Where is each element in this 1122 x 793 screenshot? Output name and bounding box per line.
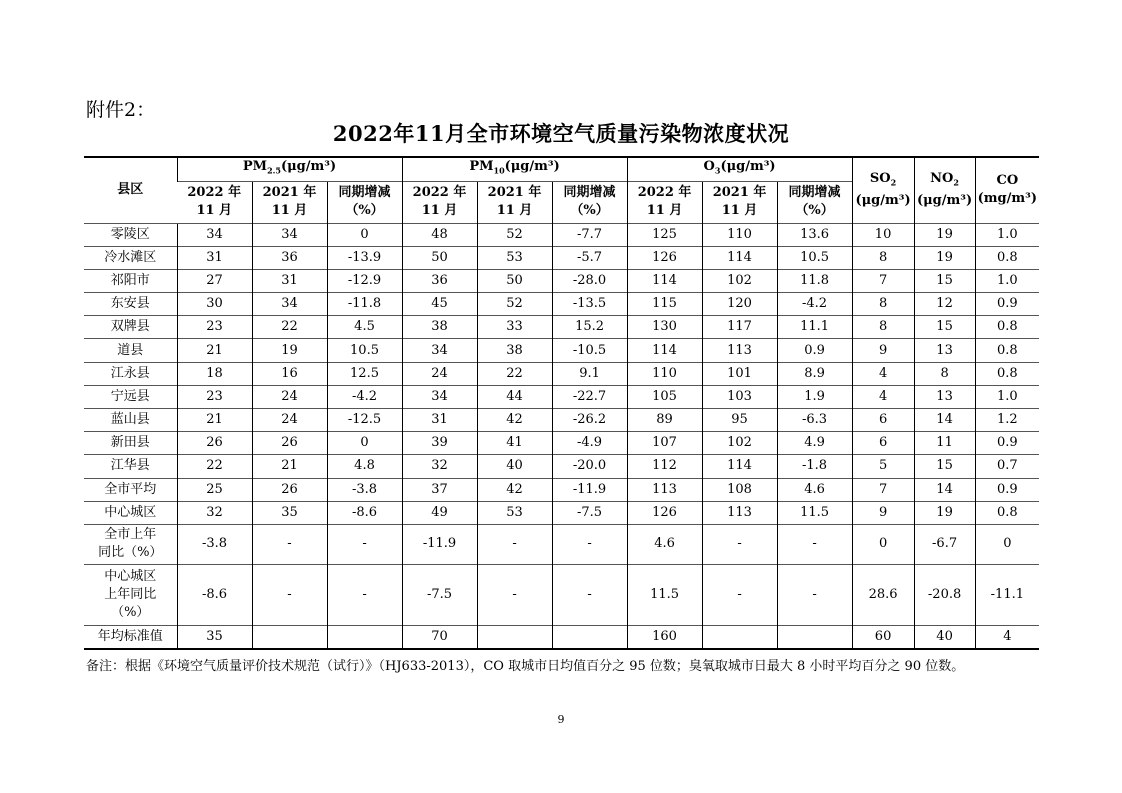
table-cell: 114: [627, 269, 702, 292]
table-cell: 12: [914, 293, 975, 316]
row-label: 中心城区: [84, 501, 177, 524]
subheader-cell: 2021 年 11 月: [702, 181, 777, 223]
table-cell: 7: [852, 478, 914, 501]
row-label: 双牌县: [84, 316, 177, 339]
table-cell: 44: [477, 385, 552, 408]
table-cell: -: [702, 564, 777, 625]
table-cell: 60: [852, 625, 914, 649]
table-row: [84, 432, 1039, 455]
table-cell: -1.8: [777, 455, 852, 478]
table-cell: 15: [914, 455, 975, 478]
table-cell: 115: [627, 293, 702, 316]
table-cell: -: [777, 524, 852, 564]
table-cell: 117: [702, 316, 777, 339]
table-cell: 38: [477, 339, 552, 362]
table-cell: 19: [252, 339, 327, 362]
attachment-label: 附件2：: [86, 99, 156, 121]
table-cell: 1.9: [777, 385, 852, 408]
table-cell: [702, 625, 777, 649]
table-cell: 22: [177, 455, 252, 478]
table-cell: 4: [852, 385, 914, 408]
table-cell: 4: [852, 362, 914, 385]
table-cell: 35: [177, 625, 252, 649]
table-cell: 113: [627, 478, 702, 501]
table-cell: 0.8: [975, 501, 1039, 524]
table-cell: -: [327, 564, 402, 625]
table-cell: -20.0: [552, 455, 627, 478]
table-cell: 14: [914, 478, 975, 501]
subheader-cell: 同期增减 （%）: [327, 181, 402, 223]
table-cell: 40: [477, 455, 552, 478]
table-cell: 10.5: [327, 339, 402, 362]
table-cell: 21: [177, 339, 252, 362]
row-label: 祁阳市: [84, 269, 177, 292]
table-cell: 10.5: [777, 246, 852, 269]
table-cell: 0.9: [975, 432, 1039, 455]
table-cell: 8: [852, 293, 914, 316]
air-quality-table: [84, 156, 1039, 650]
table-cell: -8.6: [327, 501, 402, 524]
table-cell: 23: [177, 385, 252, 408]
table-cell: 31: [402, 409, 477, 432]
table-cell: 113: [702, 339, 777, 362]
table-cell: 24: [252, 385, 327, 408]
table-cell: 19: [914, 501, 975, 524]
footnote: 备注：根据《环境空气质量评价技术规范（试行）》（HJ633-2013），CO 取城市日均值百分之 95 位数；臭氧取城市日最大 8 小时平均百分之 90 位数。: [86, 659, 965, 674]
table-cell: -11.1: [975, 564, 1039, 625]
table-cell: 9: [852, 339, 914, 362]
table-cell: 102: [702, 432, 777, 455]
table-cell: 53: [477, 246, 552, 269]
table-row: [84, 269, 1039, 292]
table-cell: 5: [852, 455, 914, 478]
table-cell: -11.9: [402, 524, 477, 564]
table-cell: 21: [177, 409, 252, 432]
table-cell: 52: [477, 223, 552, 246]
table-cell: 8: [852, 246, 914, 269]
table-cell: 0.8: [975, 362, 1039, 385]
table-cell: 108: [702, 478, 777, 501]
table-cell: 126: [627, 501, 702, 524]
table-cell: -7.5: [402, 564, 477, 625]
table-cell: 40: [914, 625, 975, 649]
table-cell: [327, 625, 402, 649]
table-cell: -3.8: [177, 524, 252, 564]
table-cell: 19: [914, 246, 975, 269]
table-cell: 0.9: [777, 339, 852, 362]
table-cell: 22: [477, 362, 552, 385]
table-cell: 18: [177, 362, 252, 385]
table-cell: 34: [402, 339, 477, 362]
table-cell: 32: [402, 455, 477, 478]
table-cell: 39: [402, 432, 477, 455]
table-cell: -11.8: [327, 293, 402, 316]
table-cell: 13: [914, 339, 975, 362]
table-cell: -20.8: [914, 564, 975, 625]
table-cell: 19: [914, 223, 975, 246]
table-cell: [252, 625, 327, 649]
table-cell: -3.8: [327, 478, 402, 501]
header-pm10: $PM_{10}(\mu g/m^3)$: [402, 157, 627, 181]
header-o3: $O_3(\mu g/m^3)$: [627, 157, 852, 181]
row-label: 宁远县: [84, 385, 177, 408]
table-cell: 1.0: [975, 269, 1039, 292]
table-cell: 50: [477, 269, 552, 292]
subheader-cell: 2021 年 11 月: [252, 181, 327, 223]
table-cell: 34: [252, 293, 327, 316]
subheader-cell: 同期增减 （%）: [777, 181, 852, 223]
table-row: [84, 293, 1039, 316]
table-cell: 110: [627, 362, 702, 385]
table-cell: 103: [702, 385, 777, 408]
table-cell: 15.2: [552, 316, 627, 339]
table-cell: 13: [914, 385, 975, 408]
table-cell: 24: [402, 362, 477, 385]
table-cell: 49: [402, 501, 477, 524]
table-cell: 114: [702, 455, 777, 478]
table-cell: 14: [914, 409, 975, 432]
table-cell: 42: [477, 478, 552, 501]
table-cell: 0.7: [975, 455, 1039, 478]
table-cell: -4.2: [327, 385, 402, 408]
table-cell: -8.6: [177, 564, 252, 625]
table-cell: 89: [627, 409, 702, 432]
city-yoy-row: [84, 524, 1039, 564]
table-cell: -7.5: [552, 501, 627, 524]
table-cell: 53: [477, 501, 552, 524]
table-cell: -6.7: [914, 524, 975, 564]
table-cell: 52: [477, 293, 552, 316]
table-row: [84, 455, 1039, 478]
header-county: 县区: [84, 157, 177, 223]
table-cell: -: [252, 524, 327, 564]
table-cell: 11.1: [777, 316, 852, 339]
table-cell: -22.7: [552, 385, 627, 408]
table-cell: [477, 625, 552, 649]
table-cell: 4.6: [777, 478, 852, 501]
table-cell: 25: [177, 478, 252, 501]
subheader-cell: 2022 年 11 月: [627, 181, 702, 223]
center-yoy-row: [84, 564, 1039, 625]
table-cell: 28.6: [852, 564, 914, 625]
table-cell: 26: [252, 478, 327, 501]
table-cell: 107: [627, 432, 702, 455]
table-cell: 48: [402, 223, 477, 246]
table-cell: -: [477, 524, 552, 564]
table-cell: 1.2: [975, 409, 1039, 432]
table-cell: 160: [627, 625, 702, 649]
standard-row: [84, 625, 1039, 649]
table-cell: 37: [402, 478, 477, 501]
table-cell: 120: [702, 293, 777, 316]
row-label: 零陵区: [84, 223, 177, 246]
table-cell: -: [552, 564, 627, 625]
table-row: [84, 339, 1039, 362]
table-cell: -6.3: [777, 409, 852, 432]
row-label: 蓝山县: [84, 409, 177, 432]
row-label: 全市上年 同比（%）: [84, 524, 177, 564]
table-cell: -5.7: [552, 246, 627, 269]
header-no2: $NO_2$ (μg/m³): [914, 157, 975, 223]
table-cell: 24: [252, 409, 327, 432]
table-cell: 6: [852, 409, 914, 432]
table-cell: 114: [702, 246, 777, 269]
table-cell: -7.7: [552, 223, 627, 246]
table-cell: 8: [852, 316, 914, 339]
table-cell: -4.2: [777, 293, 852, 316]
table-cell: 21: [252, 455, 327, 478]
table-cell: 0: [852, 524, 914, 564]
subheader-cell: 2021 年 11 月: [477, 181, 552, 223]
table-cell: 16: [252, 362, 327, 385]
table-cell: 0.8: [975, 246, 1039, 269]
table-cell: -: [777, 564, 852, 625]
table-cell: 125: [627, 223, 702, 246]
table-cell: 27: [177, 269, 252, 292]
table-cell: 112: [627, 455, 702, 478]
subheader-cell: 2022 年 11 月: [177, 181, 252, 223]
table-cell: -12.5: [327, 409, 402, 432]
table-cell: 41: [477, 432, 552, 455]
row-label: 中心城区 上年同比 （%）: [84, 564, 177, 625]
table-cell: 36: [252, 246, 327, 269]
row-label: 江华县: [84, 455, 177, 478]
table-cell: 12.5: [327, 362, 402, 385]
table-cell: 130: [627, 316, 702, 339]
subheader-cell: 同期增减 （%）: [552, 181, 627, 223]
table-cell: 11: [914, 432, 975, 455]
table-row: [84, 501, 1039, 524]
table-cell: [552, 625, 627, 649]
table-cell: -26.2: [552, 409, 627, 432]
table-cell: 33: [477, 316, 552, 339]
table-cell: 101: [702, 362, 777, 385]
table-cell: [777, 625, 852, 649]
row-label: 新田县: [84, 432, 177, 455]
table-cell: -12.9: [327, 269, 402, 292]
table-cell: -13.5: [552, 293, 627, 316]
table-cell: 32: [177, 501, 252, 524]
table-cell: 4.5: [327, 316, 402, 339]
table-cell: 8: [914, 362, 975, 385]
table-row: [84, 316, 1039, 339]
header-so2: $SO_2$ (μg/m³): [852, 157, 914, 223]
table-cell: 126: [627, 246, 702, 269]
table-cell: -28.0: [552, 269, 627, 292]
table-cell: 50: [402, 246, 477, 269]
row-label: 东安县: [84, 293, 177, 316]
table-cell: 9.1: [552, 362, 627, 385]
table-cell: 95: [702, 409, 777, 432]
table-cell: 11.8: [777, 269, 852, 292]
table-cell: 113: [702, 501, 777, 524]
table-cell: -4.9: [552, 432, 627, 455]
table-cell: 70: [402, 625, 477, 649]
table-cell: 4: [975, 625, 1039, 649]
table-row: [84, 246, 1039, 269]
table-cell: 26: [177, 432, 252, 455]
table-cell: 45: [402, 293, 477, 316]
table-cell: 4.6: [627, 524, 702, 564]
page-title: 2022年11月全市环境空气质量污染物浓度状况: [332, 121, 790, 146]
table-row: [84, 362, 1039, 385]
table-cell: 102: [702, 269, 777, 292]
table-cell: -: [252, 564, 327, 625]
table-cell: 114: [627, 339, 702, 362]
table-cell: 105: [627, 385, 702, 408]
table-cell: 1.0: [975, 223, 1039, 246]
table-row: [84, 409, 1039, 432]
table-cell: 34: [252, 223, 327, 246]
table-cell: 0.8: [975, 339, 1039, 362]
table-cell: 0: [327, 432, 402, 455]
table-cell: 10: [852, 223, 914, 246]
page-number: 9: [557, 713, 565, 726]
row-label: 冷水滩区: [84, 246, 177, 269]
table-cell: -11.9: [552, 478, 627, 501]
table-cell: -: [477, 564, 552, 625]
table-cell: 15: [914, 316, 975, 339]
table-cell: 0.8: [975, 316, 1039, 339]
header-pm25: $PM_{2.5}(\mu g/m^3)$: [177, 157, 402, 181]
table-cell: 26: [252, 432, 327, 455]
row-label: 年均标准值: [84, 625, 177, 649]
table-cell: 11.5: [777, 501, 852, 524]
table-cell: 0: [975, 524, 1039, 564]
table-cell: 0: [327, 223, 402, 246]
table-cell: 13.6: [777, 223, 852, 246]
table-cell: 15: [914, 269, 975, 292]
table-row: [84, 385, 1039, 408]
table-cell: 22: [252, 316, 327, 339]
table-cell: 35: [252, 501, 327, 524]
table-row: [84, 223, 1039, 246]
header-co: CO (mg/m³): [975, 157, 1039, 223]
table-cell: 9: [852, 501, 914, 524]
subheader-cell: 2022 年 11 月: [402, 181, 477, 223]
table-cell: -: [327, 524, 402, 564]
table-cell: 8.9: [777, 362, 852, 385]
table-cell: 31: [177, 246, 252, 269]
table-cell: 7: [852, 269, 914, 292]
table-cell: 0.9: [975, 478, 1039, 501]
table-row: [84, 478, 1039, 501]
table-cell: 1.0: [975, 385, 1039, 408]
table-body: [84, 223, 1039, 649]
table-cell: 38: [402, 316, 477, 339]
table-cell: 30: [177, 293, 252, 316]
table-cell: 42: [477, 409, 552, 432]
table-cell: -13.9: [327, 246, 402, 269]
table-cell: 23: [177, 316, 252, 339]
table-cell: 34: [402, 385, 477, 408]
table-cell: -: [552, 524, 627, 564]
table-cell: 4.8: [327, 455, 402, 478]
table-cell: 11.5: [627, 564, 702, 625]
table-cell: -10.5: [552, 339, 627, 362]
table-cell: 36: [402, 269, 477, 292]
table-cell: 4.9: [777, 432, 852, 455]
table-cell: 6: [852, 432, 914, 455]
table-cell: 110: [702, 223, 777, 246]
table-cell: -: [702, 524, 777, 564]
table-cell: 34: [177, 223, 252, 246]
table-cell: 31: [252, 269, 327, 292]
row-label: 全市平均: [84, 478, 177, 501]
row-label: 江永县: [84, 362, 177, 385]
table-cell: 0.9: [975, 293, 1039, 316]
row-label: 道县: [84, 339, 177, 362]
